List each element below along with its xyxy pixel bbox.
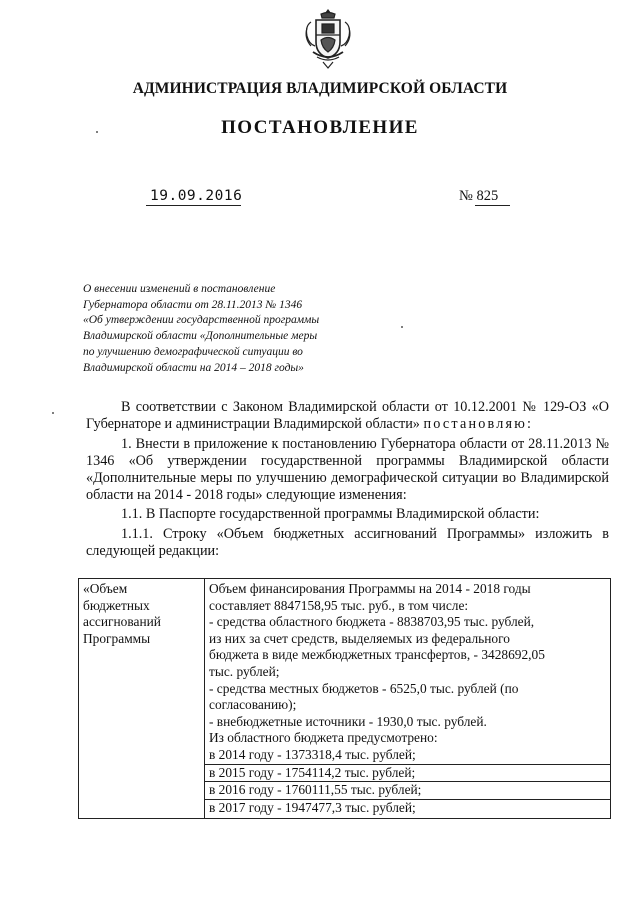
document-number: № 825	[459, 188, 499, 204]
content-line: в 2016 году - 1760111,55 тыс. рублей;	[205, 781, 610, 799]
content-line: Из областного бюджета предусмотрено:	[209, 730, 438, 746]
row-content-cell	[205, 579, 611, 819]
document-subject	[83, 282, 383, 376]
content-line: - внебюджетные источники - 1930,0 тыс. рублей.	[209, 713, 487, 729]
content-line: из них за счет средств, выделяемых из федерального	[209, 630, 510, 646]
scan-speck	[96, 131, 98, 133]
content-line: тыс. рублей;	[209, 663, 280, 679]
subject-line: по улучшению демографической ситуации во	[83, 345, 303, 358]
subject-line: «Об утверждении государственной программы	[83, 314, 320, 327]
item-1-1: 1.1. В Паспорте государственной программы Владимирской области:	[121, 506, 540, 523]
title-line: Программы	[83, 630, 151, 646]
item-1-1-1: 1.1.1. Строку «Объем бюджетных ассигнований Программы» изложить в следующей редакции:	[86, 526, 609, 560]
table-row	[79, 579, 611, 819]
number-underline	[475, 205, 510, 206]
intro-text: В соответствии с Законом Владимирской области от 10.12.2001 № 129-ОЗ «О Губернаторе и администрации Владимирской области»	[86, 399, 609, 432]
content-line: составляет 8847158,95 тыс. руб., в том числе:	[209, 597, 469, 613]
document-type: ПОСТАНОВЛЕНИЕ	[221, 117, 419, 138]
coat-of-arms-icon	[303, 8, 353, 70]
content-line: - средства местных бюджетов - 6525,0 тыс. рублей (по	[209, 680, 519, 696]
subject-line: О внесении изменений в постановление	[83, 283, 276, 295]
row-title-cell	[79, 579, 205, 819]
subject-line: Губернатора области от 28.11.2013 № 1346	[83, 298, 303, 311]
title-line: ассигнований	[83, 614, 161, 630]
subject-line: Владимирской области на 2014 – 2018 годы»	[83, 361, 304, 374]
content-line: согласованию);	[209, 697, 297, 713]
item-1: 1. Внести в приложение к постановлению Губернатора области от 28.11.2013 № 1346 «Об утверждении государственной программы Владимирской области «Дополнительные меры по улучшению демографической ситуации во Владимирской области на 2014 - 2018 годы» следующие изменения:	[86, 435, 609, 503]
content-line: Объем финансирования Программы на 2014 - 2018 годы	[209, 581, 531, 596]
document-body	[86, 399, 609, 560]
title-line: «Объем	[83, 581, 128, 596]
title-line: бюджетных	[83, 597, 150, 613]
date-underline	[146, 205, 241, 206]
organization-name: АДМИНИСТРАЦИЯ ВЛАДИМИРСКОЙ ОБЛАСТИ	[132, 80, 508, 97]
content-line: в 2015 году - 1754114,2 тыс. рублей;	[205, 764, 610, 782]
passport-table	[78, 578, 611, 819]
intro-paragraph	[86, 399, 609, 433]
scan-speck	[52, 412, 54, 414]
subject-line: Владимирской области «Дополнительные меры	[83, 330, 318, 343]
scan-speck	[401, 326, 403, 328]
content-line: в 2014 году - 1373318,4 тыс. рублей;	[209, 746, 416, 762]
decree-word: постановляю:	[423, 415, 534, 432]
content-line: в 2017 году - 1947477,3 тыс. рублей;	[205, 799, 610, 817]
content-line: - средства областного бюджета - 8838703,95 тыс. рублей,	[209, 614, 535, 630]
document-date: 19.09.2016	[150, 188, 243, 204]
content-line: бюджета в виде межбюджетных трансфертов, - 3428692,05	[209, 647, 545, 663]
